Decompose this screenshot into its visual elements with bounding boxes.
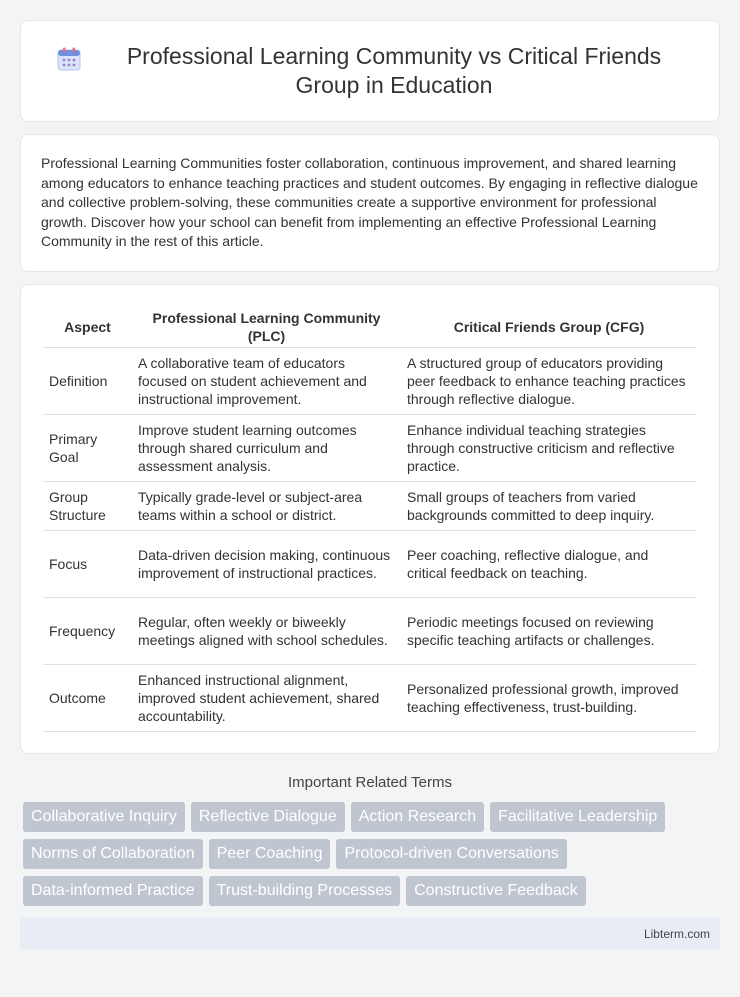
cell-aspect: Definition [43, 348, 132, 415]
cell-cfg: Periodic meetings focused on reviewing specific teaching artifacts or challenges. [401, 598, 697, 665]
cell-cfg: Small groups of teachers from varied backgrounds committed to deep inquiry. [401, 482, 697, 531]
cell-cfg: A structured group of educators providing peer feedback to enhance teaching practices through reflective dialogue. [401, 348, 697, 415]
related-terms-title: Important Related Terms [288, 774, 452, 791]
cell-cfg: Personalized professional growth, improved teaching effectiveness, trust-building. [401, 665, 697, 732]
cell-plc: Data-driven decision making, continuous improvement of instructional practices. [132, 531, 401, 598]
table-row [43, 348, 697, 415]
tag-data-informed-practice[interactable]: Data-informed Practice [23, 876, 203, 906]
tag-constructive-feedback[interactable]: Constructive Feedback [406, 876, 586, 906]
cell-aspect: Primary Goal [43, 415, 132, 482]
table-row [43, 598, 697, 665]
cell-plc: Regular, often weekly or biweekly meetings aligned with school schedules. [132, 598, 401, 665]
cell-aspect: Group Structure [43, 482, 132, 531]
tag-trust-building-processes[interactable]: Trust-building Processes [209, 876, 400, 906]
cell-cfg: Peer coaching, reflective dialogue, and critical feedback on teaching. [401, 531, 697, 598]
comparison-card [20, 284, 720, 754]
cell-plc: Improve student learning outcomes through shared curriculum and assessment analysis. [132, 415, 401, 482]
header-inner [56, 42, 684, 100]
intro-text: Professional Learning Communities foster collaboration, continuous improvement, and shared learning among educators to enhance teaching practices and student outcomes. By engaging in reflective dialogue and collective problem-solving, these communities create a supportive environment for professional growth. Discover how your school can benefit from implementing an effective Professional Learning Community in the rest of this article. [41, 155, 698, 249]
related-terms-tags [20, 802, 720, 913]
cell-plc: Enhanced instructional alignment, improved student achievement, shared accountability. [132, 665, 401, 732]
tag-action-research[interactable]: Action Research [351, 802, 484, 832]
table-row [43, 665, 697, 732]
footer-brand-link[interactable]: Libterm.com [643, 927, 710, 941]
footer [20, 918, 720, 950]
tag-facilitative-leadership[interactable]: Facilitative Leadership [490, 802, 665, 832]
table-row [43, 482, 697, 531]
related-terms-section [20, 774, 720, 913]
tag-peer-coaching[interactable]: Peer Coaching [209, 839, 331, 869]
cell-aspect: Focus [43, 531, 132, 598]
tag-collaborative-inquiry[interactable]: Collaborative Inquiry [23, 802, 185, 832]
header-plc: Professional Learning Community (PLC) [132, 305, 401, 348]
tag-reflective-dialogue[interactable]: Reflective Dialogue [191, 802, 345, 832]
header-aspect: Aspect [43, 305, 132, 348]
calendar-icon [56, 46, 82, 72]
intro-card [20, 134, 720, 272]
cell-aspect: Outcome [43, 665, 132, 732]
cell-plc: A collaborative team of educators focused on student achievement and instructional improvement. [132, 348, 401, 415]
cell-cfg: Enhance individual teaching strategies through constructive criticism and reflective practice. [401, 415, 697, 482]
table-row [43, 415, 697, 482]
comparison-table [43, 305, 697, 732]
header-card [20, 20, 720, 122]
header-cfg: Critical Friends Group (CFG) [401, 305, 697, 348]
page-title: Professional Learning Community vs Critical Friends Group in Education [126, 43, 662, 98]
table-row [43, 531, 697, 598]
table-header-row [43, 305, 697, 348]
tag-protocol-driven-conversations[interactable]: Protocol-driven Conversations [336, 839, 566, 869]
cell-aspect: Frequency [43, 598, 132, 665]
tag-norms-of-collaboration[interactable]: Norms of Collaboration [23, 839, 203, 869]
cell-plc: Typically grade-level or subject-area teams within a school or district. [132, 482, 401, 531]
